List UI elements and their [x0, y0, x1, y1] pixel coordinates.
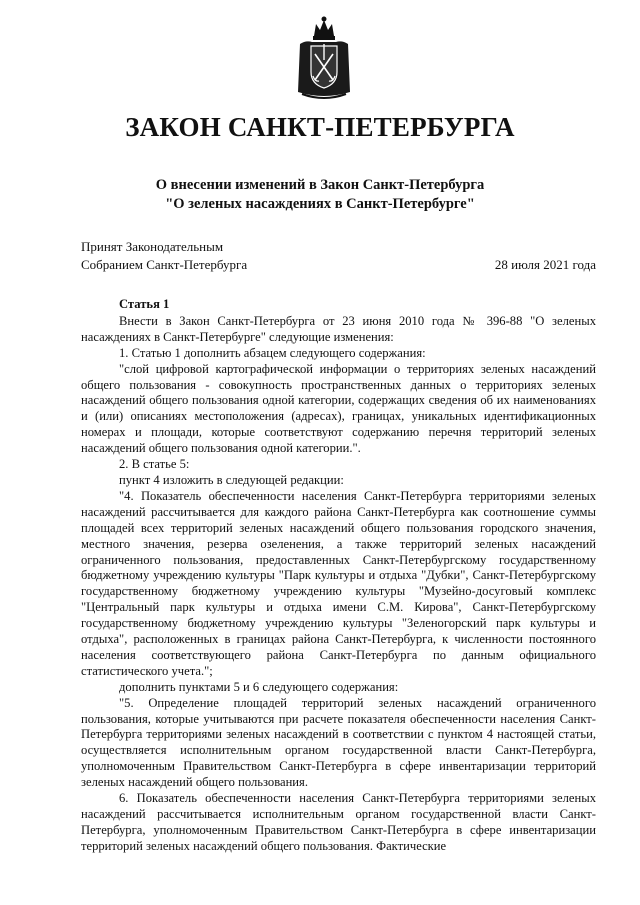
law-subtitle-line-2: "О зеленых насаждениях в Санкт-Петербурге": [165, 196, 475, 212]
paragraph: пункт 4 изложить в следующей редакции:: [119, 472, 344, 487]
paragraph: 2. В статье 5:: [119, 457, 190, 472]
paragraph: "слой цифровой картографической информации о территориях зеленых насаждений общего пользования - совокупность пространственных данных о территориях зеленых насаждений общего пользования одной категории, содержащих сведения об их наименованиях и (или) описаниях местоположения (адресах), границах, уникальных идентификационных номерах и площади, которые соответствуют содержанию перечня территорий зеленых насаждений общего пользования одной категории.".: [81, 361, 596, 456]
law-subtitle: [0, 176, 640, 214]
article-body: [81, 297, 596, 855]
article-heading: Статья 1: [119, 297, 170, 311]
adoption-line-2: Собранием Санкт-Петербурга: [81, 257, 248, 272]
paragraph: "4. Показатель обеспеченности населения Санкт-Петербурга территориями зеленых насаждений рассчитывается для каждого района Санкт-Петербурга как соотношение суммы площадей всех территорий зеленых насаждений общего пользования городского значения, местного значения, резерва озеленения, а также территорий зеленых насаждений ограниченного пользования, предоставленных Санкт-Петербургскому государственному бюджетному учреждению культуры "Парк культуры и отдыха "Дубки", Санкт-Петербургскому государственному бюджетному учреждению культуры "Музейно-досуговый комплекс "Центральный парк культуры и отдыха имени С.М. Кирова", Санкт-Петербургскому государственному бюджетному учреждению культуры "Зеленогорский парк культуры и отдыха", расположенных в границах района Санкт-Петербурга, к численности постоянного населения соответствующего района Санкт-Петербурга по данным официального статистического учета.";: [81, 488, 596, 678]
adoption-line-1: Принят Законодательным: [81, 239, 224, 254]
spb-coat-of-arms-icon: [296, 14, 352, 100]
adoption-block: [81, 238, 247, 274]
paragraph: дополнить пунктами 5 и 6 следующего содержания:: [119, 679, 399, 694]
paragraph: Внести в Закон Санкт-Петербурга от 23 июня 2010 года № 396-88 "О зеленых насаждениях в Санкт-Петербурге" следующие изменения:: [81, 313, 596, 344]
law-subtitle-line-1: О внесении изменений в Закон Санкт-Петербурга: [155, 177, 485, 193]
paragraph: 6. Показатель обеспеченности населения Санкт-Петербурга территориями зеленых насаждений рассчитывается исполнительным органом государственной власти Санкт-Петербурга, уполномоченным Правительством Санкт-Петербурга в сфере инвентаризации территорий зеленых насаждений общего пользования. Фактические: [81, 791, 596, 853]
paragraph: 1. Статью 1 дополнить абзацем следующего содержания:: [119, 345, 426, 360]
paragraph: "5. Определение площадей территорий зеленых насаждений ограниченного пользования, которые учитываются при расчете показателя обеспеченности населения Санкт-Петербурга территориями зеленых насаждений в соответствии с пунктом 4 настоящей статьи, осуществляется исполнительным органом государственной власти Санкт-Петербурга, уполномоченным Правительством Санкт-Петербурга в сфере инвентаризации территорий зеленых насаждений общего пользования.: [81, 695, 596, 790]
adoption-date: 28 июля 2021 года: [494, 257, 596, 272]
law-title: ЗАКОН САНКТ-ПЕТЕРБУРГА: [125, 112, 515, 142]
